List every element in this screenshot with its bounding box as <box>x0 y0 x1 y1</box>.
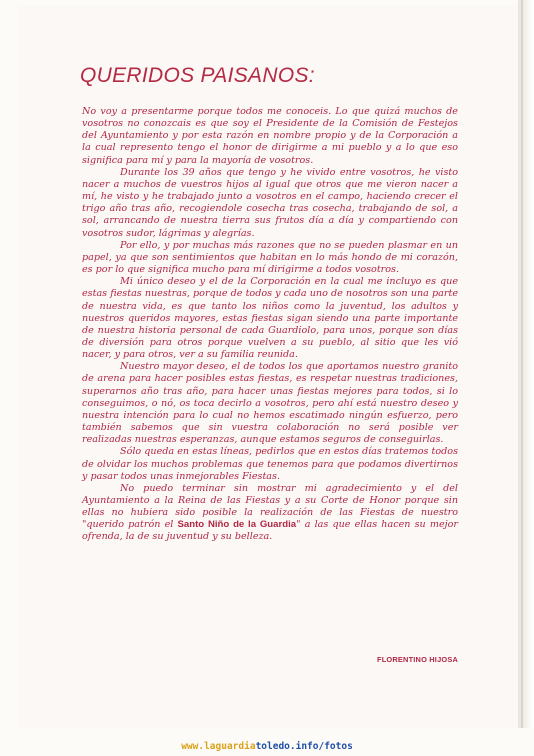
paragraph-1: No voy a presentarme porque todos me conoceis. Lo que quizá muchos de vosotros no conozcais es que soy el Presidente de la Comisión de Festejos del Ayuntamiento y por esta razón en nombre propio y de la Corporación a la cual represento tengo el honor de dirigirme a mi pueblo y a lo que eso significa para mí y para la mayoría de vosotros. <box>82 106 458 166</box>
watermark-part-2: toledo.info/fotos <box>255 741 353 752</box>
page-fold <box>521 0 523 728</box>
paragraph-4: Mi único deseo y el de la Corporación en la cual me incluyo es que estas fiestas nuestras, porque de todos y cada uno de nosotros son una parte de nuestra vida, es que tanto los niños como la juventud, los adultos y nuestros queridos mayores, estas fiestas sigan siendo una parte importante de nuestra historia personal de cada Guardiolo, para unos, porque son días de diversión para otros porque vuelven a su pueblo, al sitio que les vió nacer, y para otros, ver a su familia reunida. <box>82 276 458 361</box>
paragraph-2: Durante los 39 años que tengo y he vivido entre vosotros, he visto nacer a muchos de vuestros hijos al igual que otros que me vieron nacer a mí, he visto y he trabajado junto a vosotros en el campo, haciendo crecer el trigo año tras año, recogiendole cosecha tras cosecha, trabajando de sol, a sol, arrancando de nuestra tierra sus frutos día a día y compartiendo con vosotros sudor, lágrimas y alegrías. <box>82 166 458 239</box>
letter-body <box>82 106 458 544</box>
patron-name: Santo Niño de la Guardia <box>177 519 297 531</box>
page-title: QUERIDOS PAISANOS: <box>80 64 315 87</box>
signature: FLORENTINO HIJOSA <box>376 655 458 664</box>
paragraph-6: Sólo queda en estas líneas, pedirlos que en estos días tratemos todos de olvidar los muchos problemas que tenemos para que podamos divertirnos y pasar todos unas inmejorables Fiestas. <box>82 446 458 482</box>
paragraph-3: Por ello, y por muchas más razones que no se pueden plasmar en un papel, ya que son sentimientos que habitan en lo más hondo de mi corazón, es por lo que significa mucho para mí dirigirme a todos vosotros. <box>82 239 458 276</box>
paragraph-7-end: " a las que ellas hacen su mejor ofrenda, la de su juventud y su belleza. <box>82 519 458 543</box>
paragraph-5: Nuestro mayor deseo, el de todos los que aportamos nuestro granito de arena para hacer posibles estas fiestas, es respetar nuestras tradiciones, superarnos año tras año, para hacer unas fiestas mejores para todos, si lo conseguimos, o nó, os toca decirlo a vosotros, pero ahí está nuestro deseo y nuestra intención para lo cual no hemos escatimado ningún esfuerzo, pero también sabemos que sin vuestra colaboración no será posible ver realizadas nuestras esperanzas, aunque estamos seguros de conseguirlas. <box>82 361 458 446</box>
paragraph-7-start: No puedo terminar sin mostrar mi agradecimiento y el del Ayuntamiento a la Reina de las Fiestas y a su Corte de Honor porque sin ellas no hubiera sido posible la realización de las Fiestas de nuestro "querido patrón el <box>82 482 458 531</box>
watermark-link[interactable] <box>0 741 534 752</box>
watermark-part-1: www.laguardia <box>181 741 256 752</box>
paragraph-7 <box>82 483 458 544</box>
